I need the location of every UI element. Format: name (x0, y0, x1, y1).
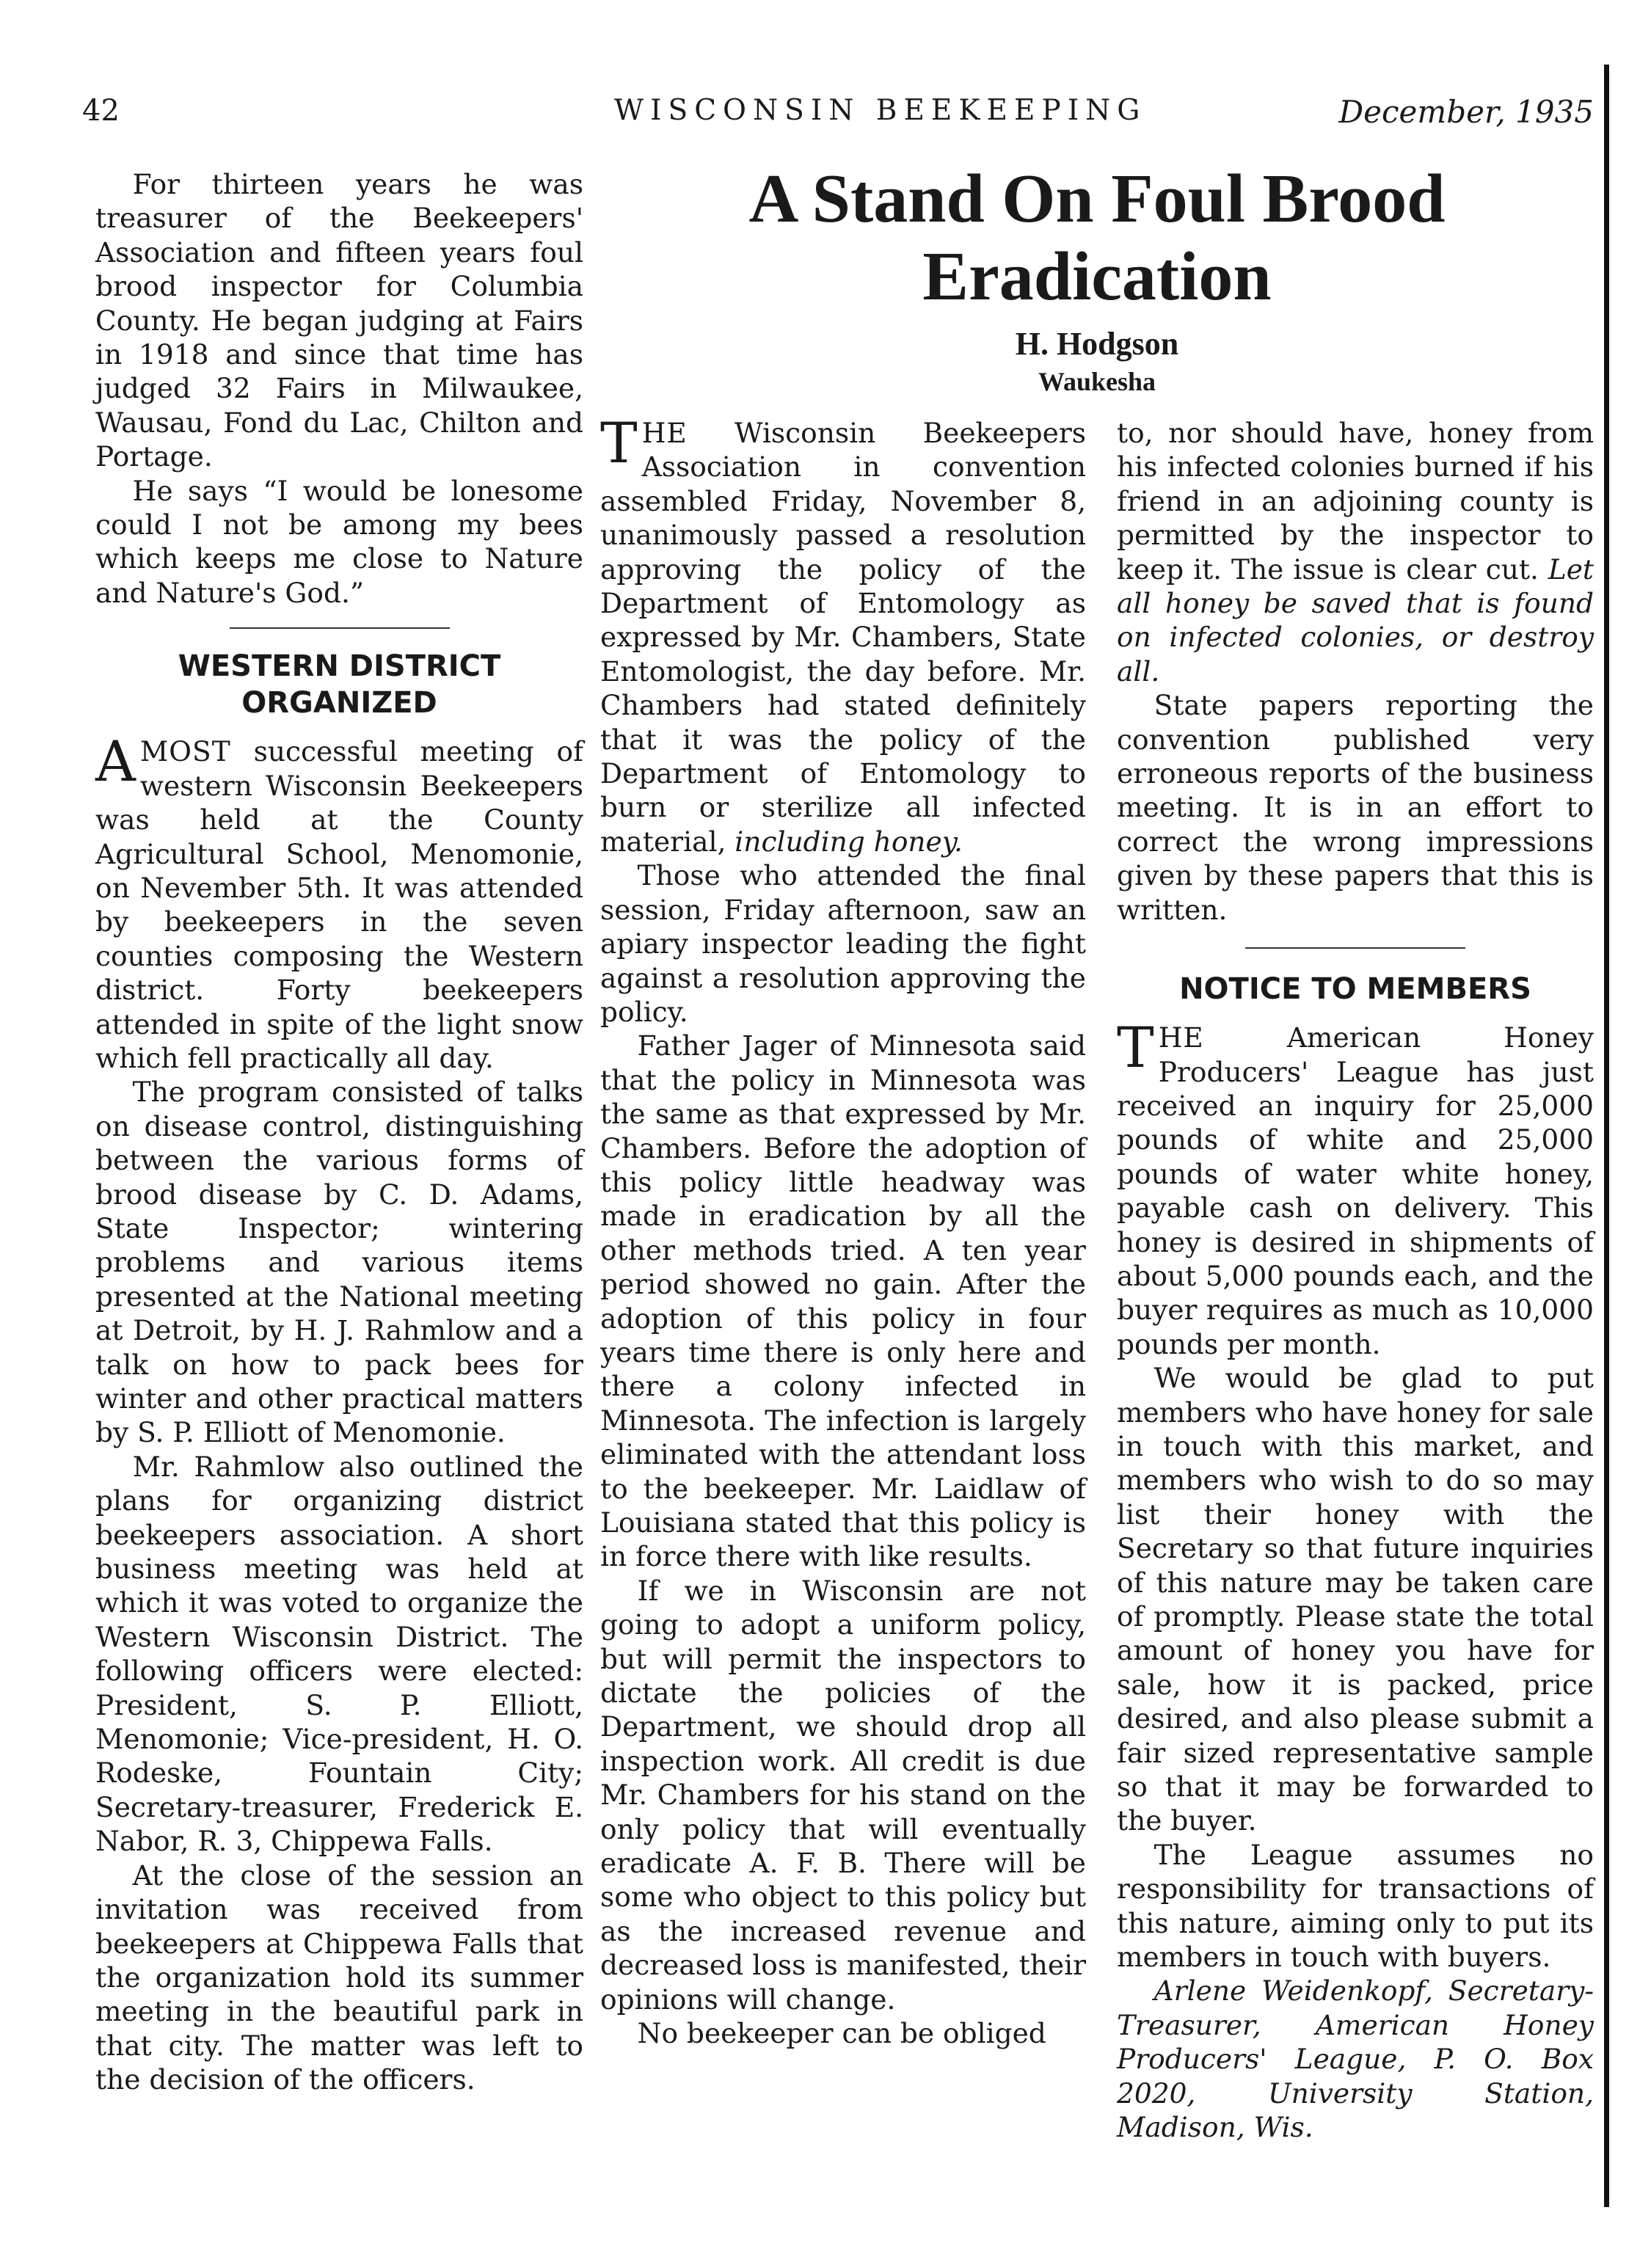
section-divider (1245, 947, 1465, 949)
paragraph: No beekeeper can be obliged (637, 2017, 1046, 2050)
paragraph: He says “I would be lonesome could I not be among my bees which keeps me close to Nature and Nature's God.” (95, 474, 583, 609)
paragraph: Those who attended the final session, Friday afternoon, saw an apiary inspector leading the fight against a resolution approving the policy. (600, 859, 1086, 1028)
paragraph-text: successful meeting of western Wisconsin Beekeepers was held at the County Agricultural School, Menomonie, on Nevember 5th. It was attended by beekeepers in the seven counties composing the Western district. Forty beekeepers attended in spite of the light snow which fell practically all day. (95, 735, 583, 1074)
right-margin-rule (1604, 65, 1609, 2207)
paragraph-text: American Honey Producers' League has just received an inquiry for 25,000 pounds of white and 25,000 pounds of water white honey, payable cash on delivery. This honey is desired in shipments of about 5,000 pounds each, and the buyer requires as much as 10,000 pounds per month. (1117, 1021, 1594, 1360)
column-left (95, 167, 583, 2097)
column-middle (600, 410, 1086, 2051)
paragraph: For thirteen years he was treasurer of the Beekeepers' Association and fifteen years foul brood inspector for Columbia County. He began judging at Fairs in 1918 and since that time has judged 32 Fairs in Milwaukee, Wausau, Fond du Lac, Chilton and Portage. (95, 168, 583, 473)
paragraph: If we in Wisconsin are not going to adopt a uniform policy, but will permit the inspectors to dictate the policies of the Department, we should drop all inspection work. All credit is due Mr. Chambers for his stand on the only policy that will eventually eradicate A. F. B. There will be some who object to this policy but as the increased revenue and decreased loss is manifested, their opinions will change. (600, 1574, 1086, 2016)
drop-cap: T (600, 410, 638, 475)
drop-cap: A (95, 729, 136, 795)
paragraph (1117, 416, 1594, 688)
paragraph: At the close of the session an invitation was received from beekeepers at Chippewa Falls that the organization hold its summer meeting in the beautiful park in that city. The matter was left to the decision of the officers. (95, 1859, 583, 2096)
author-location: Waukesha (1038, 367, 1156, 396)
article-title-block (602, 160, 1592, 398)
paragraph (1117, 1015, 1594, 1361)
paragraph: Mr. Rahmlow also outlined the plans for organizing district beekeepers association. A short business meeting was held at which it was voted to organize the Western Wisconsin District. The following officers were elected: President, S. P. Elliott, Menomonie; Vice-president, H. O. Rodeske, Fountain City; Secretary-treasurer, Frederick E. Nabor, R. 3, Chippewa Falls. (95, 1450, 583, 1858)
paragraph: We would be glad to put members who have honey for sale in touch with this market, and members who wish to do so may list their honey with the Secretary so that future inquiries of this nature may be taken care of promptly. Please state the total amount of honey you have for sale, how it is packed, price desired, and also please submit a fair sized representative sample so that it may be forwarded to the buyer. (1117, 1362, 1594, 1837)
emphasis-text: including honey. (735, 825, 963, 858)
paragraph-text: Wisconsin Beekeepers Association in convention assembled Friday, November 8, unanimously passed a resolution approving the policy of the Department of Entomology as expressed by Mr. Chambers, State Entomologist, the day before. Mr. Chambers had stated definitely that it was the policy of the Department of Entomology to burn or sterilize all infected material, (600, 417, 1086, 858)
publication-title: WISCONSIN BEEKEEPING (614, 94, 1147, 127)
page-header (82, 94, 1594, 138)
signature: Arlene Weidenkopf, Secretary-Treasurer, American Honey Producers' League, P. O. Box 2020, University Station, Madison, Wis. (1117, 1975, 1594, 2144)
article-author: H. Hodgson (1015, 326, 1179, 362)
page-number: 42 (82, 94, 120, 128)
lead-word: HE (641, 417, 688, 449)
paragraph: Father Jager of Minnesota said that the policy in Minnesota was the same as that expressed by Mr. Chambers. Before the adoption of this policy little headway was made in eradication by all the other methods tried. A ten year period showed no gain. After the adoption of this policy in four years time there is only here and there a colony infected in Minnesota. The infection is largely eliminated with the attendant loss to the beekeeper. Mr. Laidlaw of Louisiana stated that this policy is in force there with like results. (600, 1029, 1086, 1573)
section-heading-western-district: WESTERN DISTRICT ORGANIZED (178, 649, 501, 721)
column-right (1117, 416, 1594, 2145)
article-title: A Stand On Foul Brood Eradication (748, 161, 1446, 315)
section-divider (230, 627, 450, 629)
paragraph-text: to, nor should have, honey from his infected colonies burned if his friend in an adjoining county is permitted by the inspector to keep it. The issue is clear cut. (1117, 417, 1594, 586)
paragraph: State papers reporting the convention published very erroneous reports of the business meeting. It is in an effort to correct the wrong impressions given by these papers that this is written. (1117, 689, 1594, 926)
issue-date: December, 1935 (1338, 94, 1594, 130)
section-heading-notice: NOTICE TO MEMBERS (1179, 972, 1531, 1007)
lead-word: MOST (139, 735, 231, 768)
paragraph: The program consisted of talks on disease control, distinguishing between the various forms of brood disease by C. D. Adams, State Inspector; wintering problems and various items presented at the National meeting at Detroit, by H. J. Rahmlow and a talk on how to pack bees for winter and other practical matters by S. P. Elliott of Menomonie. (95, 1076, 583, 1449)
emphasis-text: Let all honey be saved that is found on infected colonies, or destroy all. (1117, 553, 1594, 688)
paragraph (95, 729, 583, 1075)
lead-word: HE (1158, 1021, 1204, 1054)
drop-cap: T (1117, 1015, 1154, 1081)
paragraph: The League assumes no responsibility for transactions of this nature, aiming only to put its members in touch with buyers. (1117, 1838, 1594, 1974)
paragraph (600, 410, 1086, 858)
